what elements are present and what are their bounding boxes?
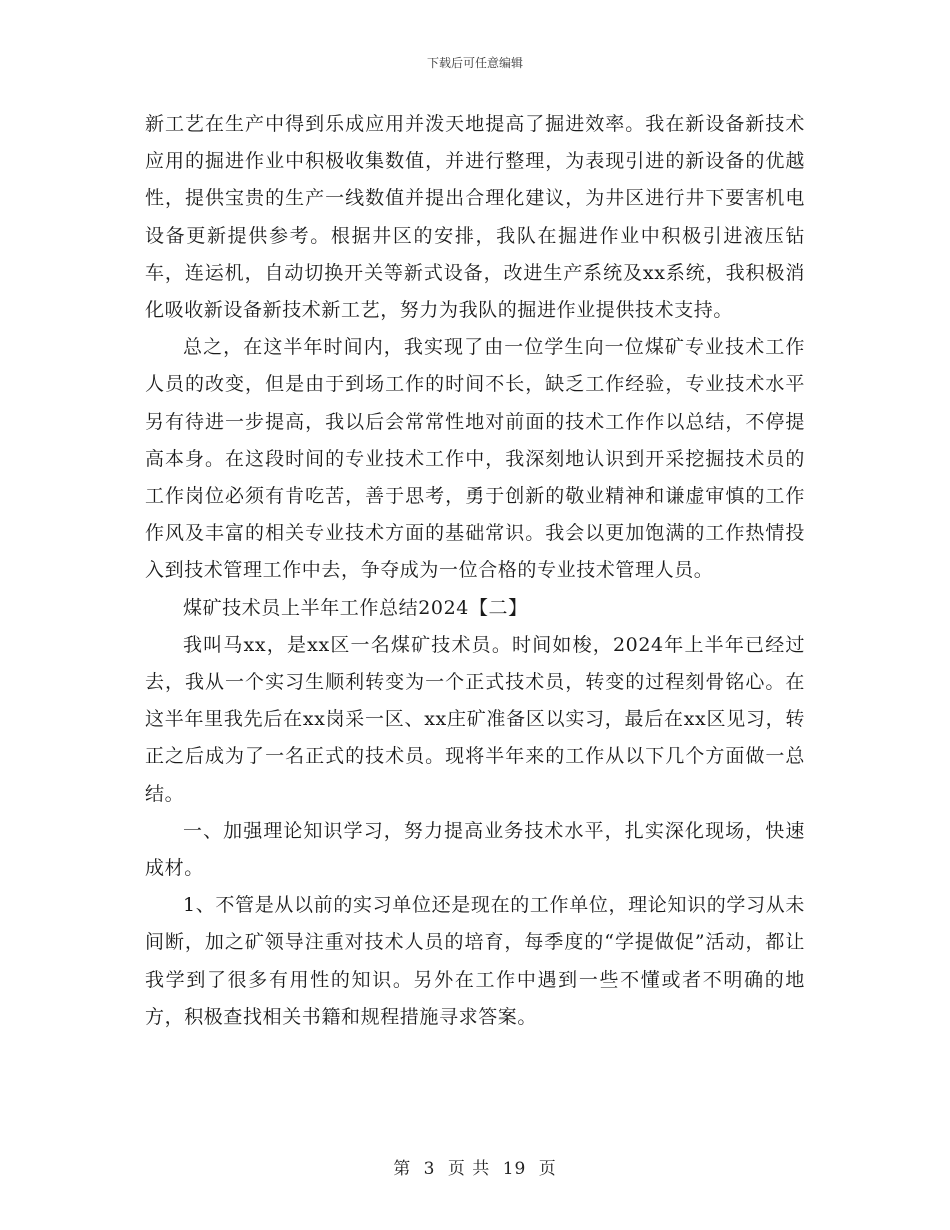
footer-page-number: 3 xyxy=(423,1159,436,1179)
paragraph-1: 新工艺在生产中得到乐成应用并泼天地提高了掘进效率。我在新设备新技术应用的掘进作业中积极收集数值，并进行整理，为表现引进的新设备的优越性，提供宝贵的生产一线数值并提出合理化建议，为井区进行井下要害机电设备更新提供参考。根据井区的安排，我队在掘进作业中积极引进液压钻车，连运机，自动切换开关等新式设备，改进生产系统及xx系统，我积极消化吸收新设备新技术新工艺，努力为我队的掘进作业提供技术支持。 xyxy=(145,113,805,322)
paragraph-2: 总之，在这半年时间内，我实现了由一位学生向一位煤矿专业技术工作人员的改变，但是由于到场工作的时间不长，缺乏工作经验，专业技术水平另有待进一步提高，我以后会常常性地对前面的技术工作作以总结，不停提高本身。在这段时间的专业技术工作中，我深刻地认识到开采挖掘技术员的工作岗位必须有肯吃苦，善于思考，勇于创新的敬业精神和谦虚审慎的工作作风及丰富的相关专业技术方面的基础常识。我会以更加饱满的工作热情投入到技术管理工作中去，争夺成为一位合格的专业技术管理人员。 xyxy=(145,336,805,582)
page-footer xyxy=(0,1154,950,1179)
footer-total-pages: 19 xyxy=(502,1159,527,1179)
document-body xyxy=(145,106,805,1036)
page-header: 下载后可任意编辑 xyxy=(426,56,523,70)
section-heading: 煤矿技术员上半年工作总结2024【二】 xyxy=(183,596,528,619)
footer-prefix: 第 xyxy=(393,1159,412,1179)
paragraph-5: 1、不管是从以前的实习单位还是现在的工作单位，理论知识的学习从未间断，加之矿领导注重对技术人员的培育，每季度的“学提做促”活动，都让我学到了很多有用性的知识。另外在工作中遇到一些不懂或者不明确的地方，积极查找相关书籍和规程措施寻求答案。 xyxy=(145,894,805,1028)
paragraph-3: 我叫马xx，是xx区一名煤矿技术员。时间如梭，2024年上半年已经过去，我从一个实习生顺利转变为一个正式技术员，转变的过程刻骨铭心。在这半年里我先后在xx岗采一区、xx庄矿准备区以实习，最后在xx区见习，转正之后成为了一名正式的技术员。现将半年来的工作从以下几个方面做一总结。 xyxy=(145,633,805,805)
paragraph-4: 一、加强理论知识学习，努力提高业务技术水平，扎实深化现场，快速成材。 xyxy=(145,819,805,880)
footer-suffix: 页 xyxy=(538,1159,557,1179)
footer-middle: 页 共 xyxy=(447,1159,491,1179)
